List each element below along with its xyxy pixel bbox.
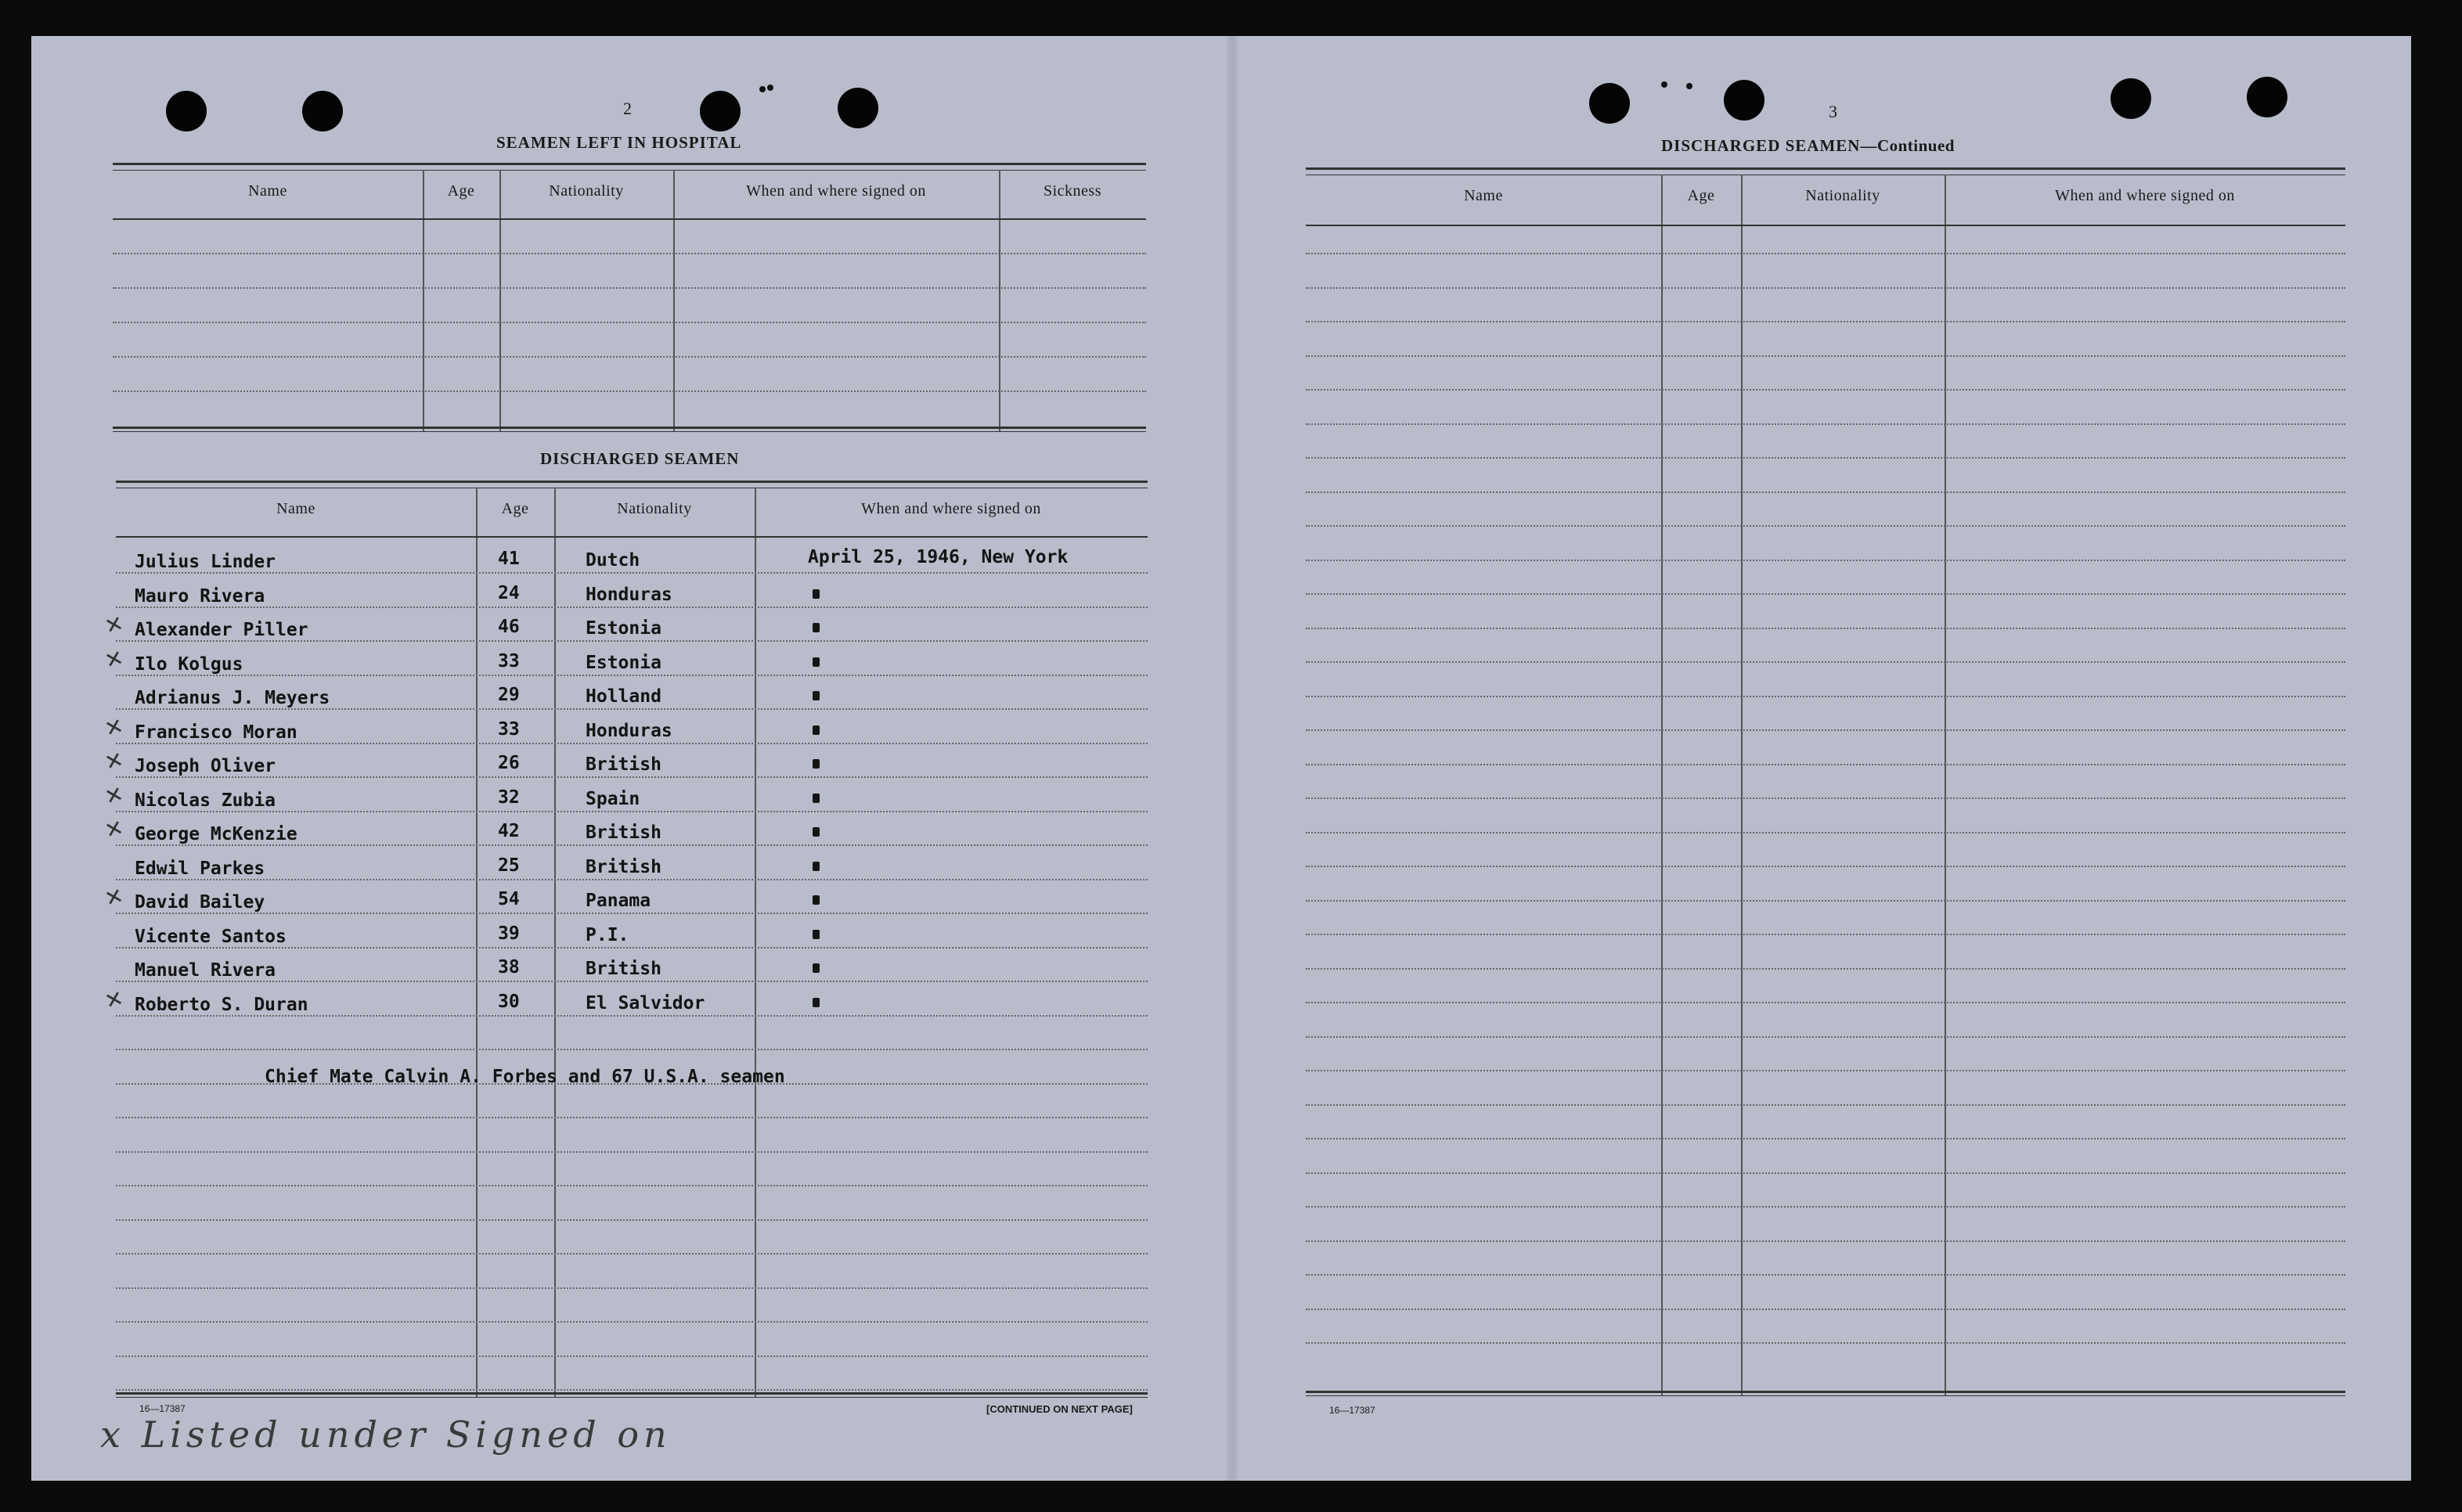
row-line (1306, 1070, 2345, 1071)
row-line (1306, 1342, 2345, 1344)
seaman-age: 26 (498, 753, 520, 773)
row-line (113, 356, 1146, 358)
row-line (116, 1321, 1148, 1323)
seaman-name: Francisco Moran (135, 722, 297, 743)
seaman-name: Joseph Oliver (135, 756, 276, 776)
seaman-nationality: Honduras (586, 720, 672, 741)
table-row (102, 814, 1148, 854)
row-line (1306, 832, 2345, 833)
row-line (1306, 525, 2345, 527)
seaman-name: Mauro Rivera (135, 585, 265, 607)
row-line (1306, 900, 2345, 902)
row-line (1306, 1274, 2345, 1276)
discharged-table (102, 481, 1148, 1436)
seaman-nationality: Spain (586, 788, 640, 809)
column-header-name: Name (276, 500, 315, 517)
row-line (1306, 1104, 2345, 1106)
row-line (1306, 934, 2345, 935)
ditto-mark (813, 930, 820, 939)
hospital-heading: SEAMEN LEFT IN HOSPITAL (496, 133, 742, 152)
page-number-right: 3 (1829, 102, 1837, 121)
ditto-mark (813, 862, 820, 871)
column-header-signed-on: When and where signed on (746, 182, 926, 200)
seaman-age: 41 (498, 549, 520, 569)
row-line (116, 1219, 1148, 1221)
column-divider (1945, 175, 1946, 1395)
row-line (1306, 661, 2345, 663)
row-line (1306, 1206, 2345, 1208)
seaman-nationality: British (586, 856, 661, 877)
row-line (113, 253, 1146, 254)
row-line (1306, 729, 2345, 731)
seaman-age: 29 (498, 685, 520, 705)
seaman-age: 54 (498, 889, 520, 909)
table-bottom-rule (116, 1392, 1148, 1395)
table-bottom-rule (113, 427, 1146, 429)
discharged-continued-heading (1661, 136, 1955, 156)
punch-hole (838, 88, 878, 128)
row-line (1306, 1240, 2345, 1242)
ditto-mark (813, 623, 820, 632)
row-line (1306, 968, 2345, 970)
row-line (116, 1253, 1148, 1255)
punch-hole (1589, 83, 1630, 124)
handwritten-note: x Listed under Signed on (100, 1413, 672, 1456)
table-row (116, 854, 1148, 888)
seaman-nationality: Dutch (586, 550, 640, 571)
seaman-age: 39 (498, 923, 520, 944)
column-header-age: Age (501, 500, 529, 517)
row-line (113, 287, 1146, 289)
column-header-age: Age (447, 182, 475, 200)
header-rule (116, 536, 1148, 538)
row-line (1306, 389, 2345, 391)
table-row (116, 581, 1148, 616)
table-row (102, 610, 1148, 650)
seaman-age: 24 (498, 582, 520, 603)
speck (759, 86, 766, 92)
row-line (1306, 355, 2345, 357)
seaman-name: Nicolas Zubia (135, 790, 276, 811)
table-bottom-rule (116, 1397, 1148, 1398)
check-mark: ✕ (102, 814, 127, 844)
seaman-age: 46 (498, 617, 520, 637)
seaman-nationality: Panama (586, 891, 651, 911)
row-line (1306, 287, 2345, 289)
seaman-nationality: El Salvidor (586, 992, 705, 1013)
row-line (1306, 491, 2345, 493)
hospital-table (113, 163, 1146, 431)
row-line (116, 1185, 1148, 1186)
punch-hole (166, 91, 207, 131)
check-mark: ✕ (102, 882, 127, 913)
table-row (102, 780, 1148, 820)
form-number: 16—17387 (1329, 1405, 1375, 1416)
column-header-nationality: Nationality (549, 182, 624, 200)
ditto-mark (813, 895, 820, 905)
ditto-mark (813, 759, 820, 769)
row-line (1306, 1138, 2345, 1139)
row-line (1306, 696, 2345, 697)
check-mark: ✕ (102, 644, 127, 674)
seaman-name: Adrianus J. Meyers (135, 688, 330, 708)
seaman-name: Vicente Santos (135, 926, 287, 947)
row-line (1306, 1002, 2345, 1003)
table-bottom-rule (113, 431, 1146, 432)
row-line (1306, 457, 2345, 459)
column-header-nationality: Nationality (1805, 187, 1880, 204)
row-line (1306, 1309, 2345, 1310)
ditto-mark (813, 963, 820, 973)
seaman-nationality: British (586, 959, 661, 979)
seaman-age: 33 (498, 650, 520, 671)
row-line (1306, 797, 2345, 799)
page-fold (1227, 36, 1238, 1481)
ditto-mark (813, 794, 820, 803)
row-line (1306, 593, 2345, 595)
seaman-name: Ilo Kolgus (135, 653, 243, 675)
speck (1661, 81, 1667, 88)
row-line (116, 1287, 1148, 1289)
check-mark: ✕ (102, 746, 127, 776)
heading-main: DISCHARGED SEAMEN (1661, 136, 1861, 155)
column-divider (1661, 175, 1663, 1395)
page-number-left: 2 (623, 99, 632, 118)
row-line (116, 1151, 1148, 1153)
ditto-mark (813, 657, 820, 667)
row-line (1306, 1036, 2345, 1038)
speck (767, 85, 773, 91)
row-line (1306, 560, 2345, 561)
check-mark: ✕ (102, 610, 127, 640)
punch-hole (2111, 78, 2151, 119)
punch-hole (2247, 77, 2287, 117)
table-row (102, 985, 1148, 1024)
seaman-age: 38 (498, 957, 520, 977)
heading-suffix: —Continued (1860, 136, 1955, 155)
ditto-mark (813, 725, 820, 735)
punch-hole (1724, 80, 1764, 121)
check-mark: ✕ (102, 985, 127, 1014)
ditto-mark (813, 998, 820, 1007)
seaman-name: Alexander Piller (135, 620, 308, 640)
table-bottom-rule (1306, 1395, 2345, 1396)
column-header-nationality: Nationality (617, 500, 692, 517)
seaman-nationality: Estonia (586, 652, 661, 673)
row-line (1306, 253, 2345, 254)
seaman-name: Manuel Rivera (135, 960, 276, 981)
seaman-age: 32 (498, 787, 520, 808)
column-header-name: Name (1464, 187, 1503, 204)
discharged-heading: DISCHARGED SEAMEN (540, 449, 740, 468)
header-rule (113, 218, 1146, 220)
ditto-mark (813, 691, 820, 700)
continued-note: [CONTINUED ON NEXT PAGE] (986, 1403, 1133, 1415)
column-divider (1741, 175, 1743, 1395)
column-header-age: Age (1687, 187, 1715, 204)
ditto-mark (813, 827, 820, 837)
table-row (102, 746, 1148, 786)
row-line (1306, 866, 2345, 867)
table-row (102, 712, 1148, 752)
punch-hole (700, 91, 741, 131)
record-sheet (31, 36, 2411, 1481)
seaman-name: George McKenzie (135, 824, 297, 844)
seaman-nationality: P.I. (586, 924, 629, 945)
seaman-age: 42 (498, 821, 520, 841)
seaman-name: David Bailey (135, 892, 265, 913)
table-row (102, 644, 1148, 684)
row-line (116, 1355, 1148, 1357)
speck (1686, 83, 1692, 89)
seaman-age: 30 (498, 991, 520, 1012)
row-line (1306, 423, 2345, 425)
row-line (116, 1049, 1148, 1050)
row-line (113, 391, 1146, 392)
table-row (102, 882, 1148, 922)
row-line (116, 1389, 1148, 1391)
seaman-nationality: Honduras (586, 584, 672, 605)
table-rule (113, 170, 1146, 171)
seaman-signed-on: April 25, 1946, New York (808, 547, 1069, 567)
punch-hole (302, 91, 343, 131)
summary-line: Chief Mate Calvin A. Forbes and 67 U.S.A. seamen (265, 1067, 785, 1087)
column-header-signed-on: When and where signed on (861, 500, 1041, 517)
seaman-nationality: Estonia (586, 618, 661, 639)
row-line (1306, 764, 2345, 765)
column-header-sickness: Sickness (1044, 182, 1101, 200)
seaman-nationality: British (586, 754, 661, 775)
seaman-nationality: British (586, 823, 661, 843)
seaman-name: Julius Linder (135, 552, 276, 572)
table-row (116, 547, 1148, 581)
header-rule (1306, 225, 2345, 226)
row-line (113, 322, 1146, 323)
seaman-name: Edwil Parkes (135, 858, 265, 879)
seaman-name: Roberto S. Duran (135, 994, 308, 1015)
column-header-name: Name (248, 182, 287, 200)
seaman-nationality: Holland (586, 686, 661, 707)
row-line (116, 1117, 1148, 1118)
seaman-age: 33 (498, 718, 520, 740)
table-row (116, 956, 1148, 990)
row-line (1306, 1172, 2345, 1174)
table-row (116, 922, 1148, 956)
table-bottom-rule (1306, 1391, 2345, 1393)
form-number: 16—17387 (139, 1403, 186, 1414)
column-header-signed-on: When and where signed on (2055, 187, 2235, 204)
check-mark: ✕ (102, 780, 127, 810)
row-line (1306, 321, 2345, 322)
check-mark: ✕ (102, 712, 127, 742)
table-row (116, 683, 1148, 718)
discharged-continued-table (1306, 167, 2345, 1438)
seaman-age: 25 (498, 855, 520, 876)
ditto-mark (813, 589, 820, 599)
row-line (1306, 628, 2345, 629)
